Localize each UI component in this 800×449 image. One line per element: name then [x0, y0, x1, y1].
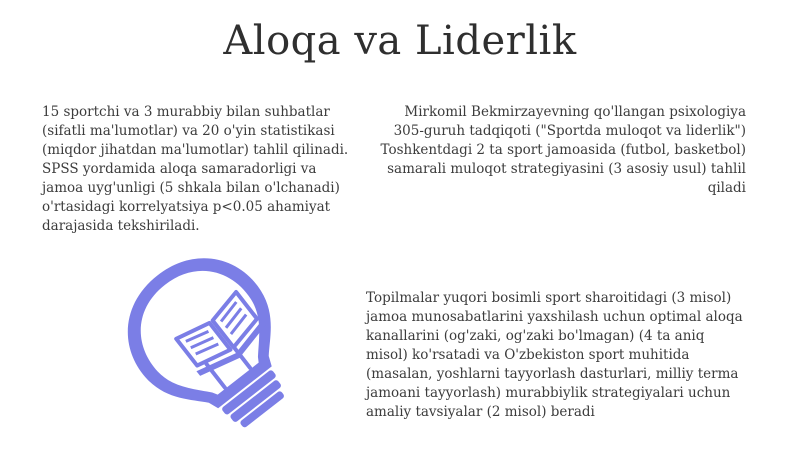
lightbulb-book-icon: [98, 250, 318, 430]
page-title: Aloqa va Liderlik: [223, 18, 577, 64]
methodology-text: 15 sportchi va 3 murabbiy bilan suhbatlar (sifatli ma'lumotlar) va 20 o'yin statistikasi (miqdor jihatdan ma'lumotlar) tahlil qilinadi. SPSS yordamida aloqa samaradorligi va jamoa uyg'unligi (5 shkala bilan o'lchanadi) o'rtasidagi korrelyatsiya p<0.05 ahamiyat darajasida tekshiriladi.: [42, 104, 349, 234]
findings-text: Topilmalar yuqori bosimli sport sharoitidagi (3 misol) jamoa munosabatlarini yaxshilash uchun optimal aloqa kanallarini (og'zaki, og'zaki bo'lmagan) (4 ta aniq misol) ko'rsatadi va O'zbekiston sport muhitida (masalan, yoshlarni tayyorlash dasturlari, milliy terma jamoani tayyorlash) murabbiylik strategiyalari uchun amaliy tavsiyalar (2 misol) beradi: [366, 290, 743, 420]
research-intro-text: Mirkomil Bekmirzayevning qo'llangan psixologiya 305-guruh tadqiqoti ("Sportda muloqot va liderlik") Toshkentdagi 2 ta sport jamoasida (futbol, basketbol) samarali muloqot strategiyasini (3 asosiy usul) tahlil qiladi: [380, 104, 746, 196]
